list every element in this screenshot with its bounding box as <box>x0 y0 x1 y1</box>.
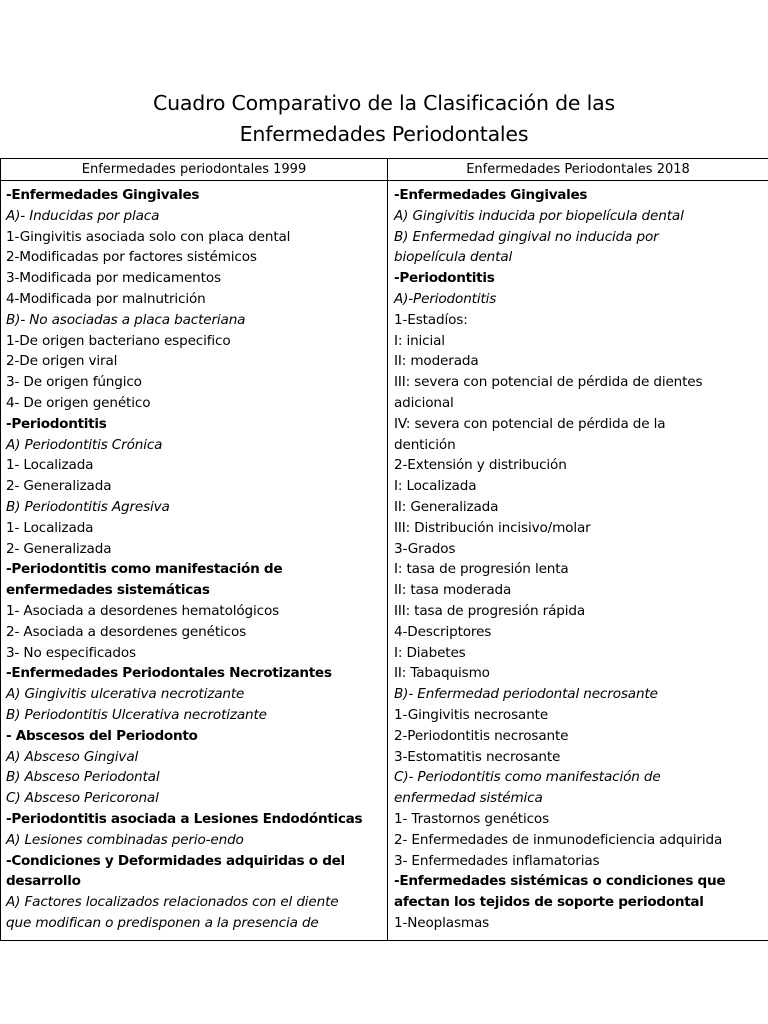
classification-1999-line: A)- Inducidas por placa <box>6 207 160 224</box>
title-line-2: Enfermedades Periodontales <box>239 122 529 146</box>
classification-1999-line: enfermedades sistemáticas <box>6 582 210 599</box>
classification-2018-line: 3-Estomatitis necrosante <box>394 748 561 765</box>
classification-1999-line: -Periodontitis asociada a Lesiones Endodónticas <box>6 810 363 827</box>
table-body-row <box>1 181 768 941</box>
classification-1999-line: A) Periodontitis Crónica <box>6 436 163 453</box>
classification-2018-line: afectan los tejidos de soporte periodontal <box>394 894 704 911</box>
classification-1999-line: -Enfermedades Periodontales Necrotizantes <box>6 665 332 682</box>
classification-2018-line: 2-Extensión y distribución <box>394 457 567 474</box>
classification-1999-line: B) Absceso Periodontal <box>6 769 160 786</box>
classification-2018-line: III: tasa de progresión rápida <box>394 602 586 619</box>
classification-1999-line: 1- Localizada <box>6 519 94 536</box>
classification-2018-line: adicional <box>394 394 454 411</box>
classification-2018-line: I: inicial <box>394 332 445 349</box>
classification-1999-line: A) Absceso Gingival <box>6 748 139 765</box>
classification-2018-line: C)- Periodontitis como manifestación de <box>394 769 661 786</box>
classification-1999-line: B)- No asociadas a placa bacteriana <box>6 311 246 328</box>
classification-1999-line: 1-Gingivitis asociada solo con placa dental <box>6 228 291 245</box>
classification-2018-line: B) Enfermedad gingival no inducida por <box>394 228 659 245</box>
classification-2018-line: III: Distribución incisivo/molar <box>394 519 591 536</box>
classification-2018-line: IV: severa con potencial de pérdida de la <box>394 415 666 432</box>
classification-2018-line: 1-Neoplasmas <box>394 914 490 931</box>
classification-1999-line: 2- Asociada a desordenes genéticos <box>6 623 247 640</box>
classification-2018-line: 2- Enfermedades de inmunodeficiencia adquirida <box>394 831 723 848</box>
column-1999 <box>1 181 388 941</box>
classification-1999-line: 2-Modificadas por factores sistémicos <box>6 249 257 266</box>
classification-2018-line: II: Generalizada <box>394 498 499 515</box>
classification-1999-line: 4-Modificada por malnutrición <box>6 290 206 307</box>
classification-1999-line: B) Periodontitis Agresiva <box>6 498 170 515</box>
classification-2018-line: I: tasa de progresión lenta <box>394 561 569 578</box>
classification-1999-line: 2- Generalizada <box>6 540 112 557</box>
header-2018: Enfermedades Periodontales 2018 <box>388 159 768 181</box>
classification-1999-line: A) Lesiones combinadas perio-endo <box>6 831 244 848</box>
classification-1999-line: 3- De origen fúngico <box>6 374 142 391</box>
classification-1999-line: -Enfermedades Gingivales <box>6 187 200 203</box>
classification-1999-line: que modifican o predisponen a la presencia de <box>6 914 319 931</box>
classification-1999-line: B) Periodontitis Ulcerativa necrotizante <box>6 706 267 723</box>
classification-1999-line: 3- No especificados <box>6 644 136 661</box>
document-title <box>0 88 768 150</box>
table-header-row <box>1 159 768 181</box>
classification-2018-line: I: Localizada <box>394 478 477 495</box>
classification-2018-line: 3- Enfermedades inflamatorias <box>394 852 600 869</box>
classification-1999-line: A) Gingivitis ulcerativa necrotizante <box>6 686 245 703</box>
classification-1999-line: desarrollo <box>6 873 81 890</box>
classification-2018-line: enfermedad sistémica <box>394 790 543 807</box>
classification-1999-line: 2- Generalizada <box>6 478 112 495</box>
classification-2018-line: -Enfermedades Gingivales <box>394 187 588 203</box>
classification-2018-line: 1- Trastornos genéticos <box>394 810 550 827</box>
classification-2018-line: -Enfermedades sistémicas o condiciones que <box>394 873 726 890</box>
classification-2018-line: III: severa con potencial de pérdida de dientes <box>394 374 703 391</box>
classification-1999-line: 1- Asociada a desordenes hematológicos <box>6 602 280 619</box>
classification-1999-line: 2-De origen viral <box>6 353 118 370</box>
classification-2018-line: 3-Grados <box>394 540 456 557</box>
classification-1999-line: -Periodontitis como manifestación de <box>6 561 283 578</box>
classification-2018-line: II: moderada <box>394 353 479 370</box>
classification-1999-line: 4- De origen genético <box>6 394 151 411</box>
classification-2018-line: 4-Descriptores <box>394 623 492 640</box>
classification-1999-line: - Abscesos del Periodonto <box>6 727 198 744</box>
classification-1999-line: -Condiciones y Deformidades adquiridas o del <box>6 852 345 869</box>
classification-2018-line: biopelícula dental <box>394 249 513 266</box>
classification-2018-line: II: tasa moderada <box>394 582 512 599</box>
classification-2018-line: -Periodontitis <box>394 270 495 287</box>
classification-1999-line: A) Factores localizados relacionados con el diente <box>6 894 339 911</box>
classification-1999-line: 3-Modificada por medicamentos <box>6 270 221 287</box>
classification-2018-line: B)- Enfermedad periodontal necrosante <box>394 686 658 703</box>
classification-2018-line: A) Gingivitis inducida por biopelícula dental <box>394 207 684 224</box>
classification-2018-line: 2-Periodontitis necrosante <box>394 727 569 744</box>
classification-2018-line: 1-Estadíos: <box>394 311 468 328</box>
classification-2018-line: 1-Gingivitis necrosante <box>394 706 549 723</box>
header-1999: Enfermedades periodontales 1999 <box>1 159 388 181</box>
classification-2018-line: I: Diabetes <box>394 644 466 661</box>
title-line-1: Cuadro Comparativo de la Clasificación de las <box>153 91 615 115</box>
classification-1999-line: -Periodontitis <box>6 415 107 432</box>
classification-1999-line: 1- Localizada <box>6 457 94 474</box>
classification-2018-line: A)-Periodontitis <box>394 290 497 307</box>
classification-1999-line: C) Absceso Pericoronal <box>6 790 159 807</box>
column-2018 <box>388 181 768 941</box>
classification-2018-line: II: Tabaquismo <box>394 665 490 682</box>
classification-2018-line: dentición <box>394 436 456 453</box>
classification-1999-line: 1-De origen bacteriano especifico <box>6 332 231 349</box>
comparison-table <box>0 158 768 941</box>
